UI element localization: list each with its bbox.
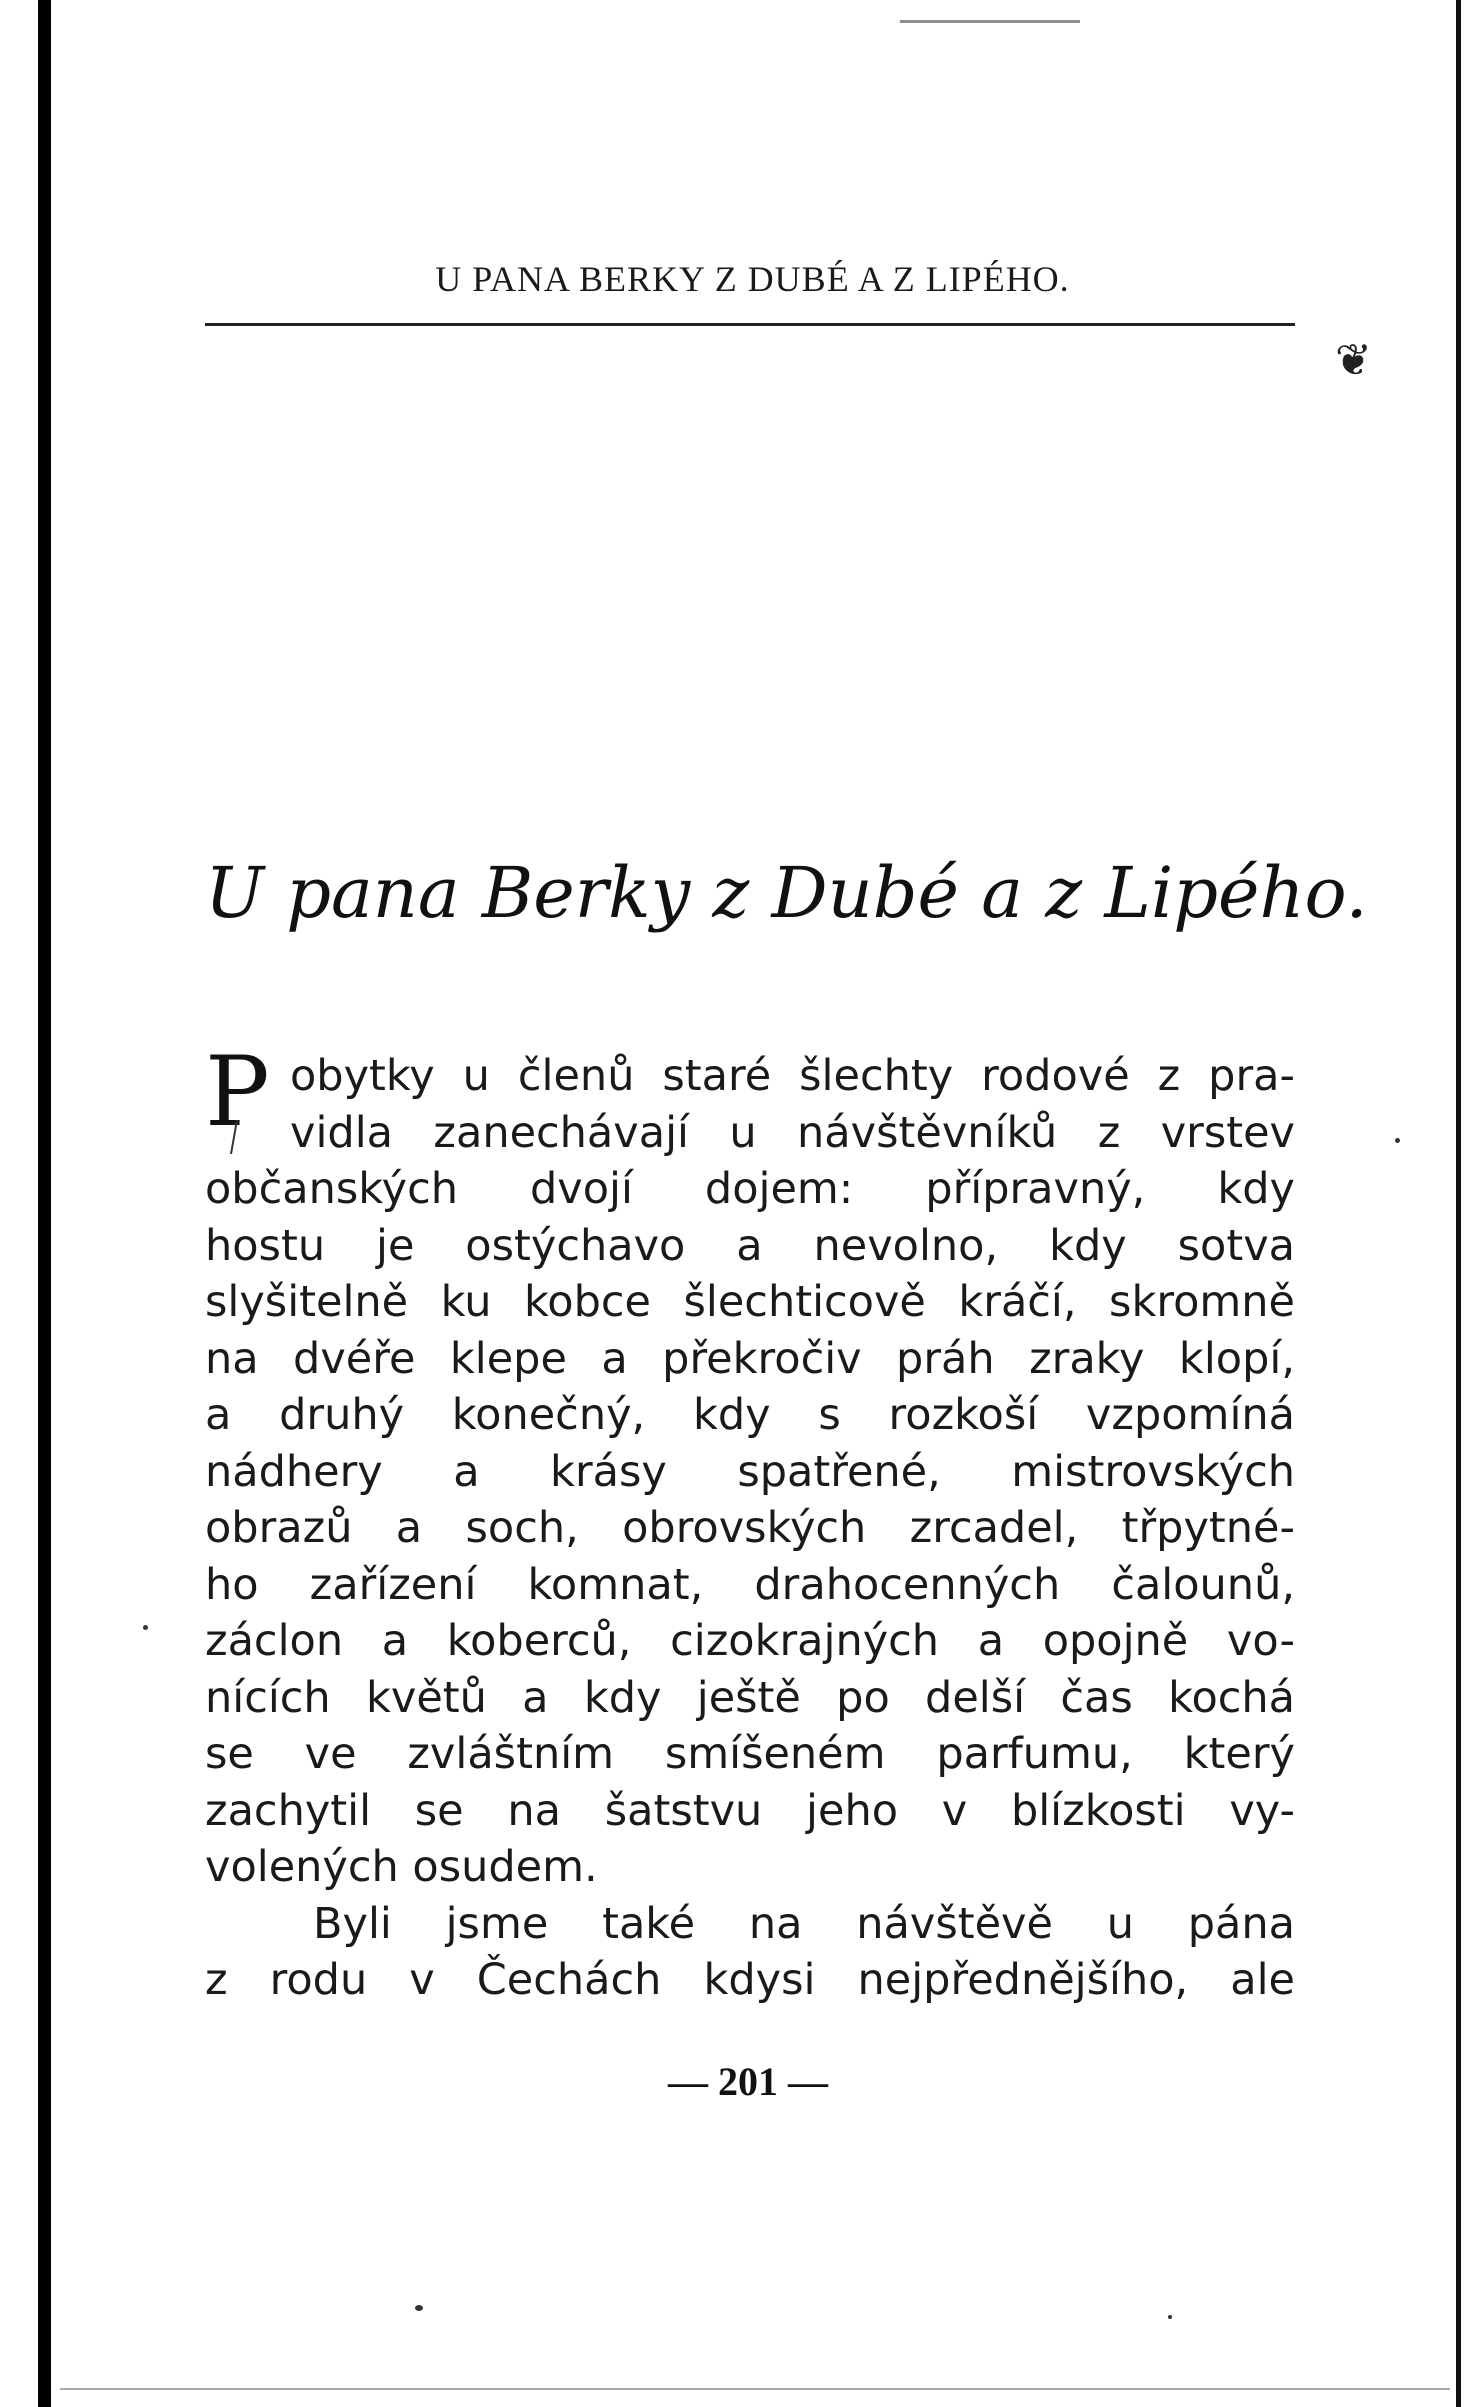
text-line: zachytil se na šatstvu jeho v blízkosti vy- [205, 1785, 1295, 1836]
drop-cap: P [205, 1042, 277, 1142]
running-header: U PANA BERKY Z DUBÉ A Z LIPÉHO. [435, 259, 1070, 299]
text-line: nících květů a kdy ještě po delší čas kochá [205, 1672, 1295, 1723]
text-line: Byli jsme také na návštěvě u pána [313, 1898, 1295, 1949]
text-line: a druhý konečný, kdy s rozkoší vzpomíná [205, 1390, 1295, 1440]
text-line: na dvéře klepe a překročiv práh zraky klopí, [205, 1333, 1295, 1384]
text-line: ho zařízení komnat, drahocenných čalounů, [205, 1559, 1295, 1610]
body-text [205, 1048, 1295, 2009]
text-line: občanských dvojí dojem: přípravný, kdy [205, 1164, 1295, 1214]
text-line: slyšitelně ku kobce šlechticově kráčí, skromně [205, 1277, 1295, 1327]
text-line: obytky u členů staré šlechty rodové z pra- [290, 1051, 1295, 1101]
text-line: hostu je ostýchavo a nevolno, kdy sotva [205, 1220, 1295, 1271]
text-line: se ve zvláštním smíšeném parfumu, který [205, 1729, 1295, 1779]
page-edge-right [1456, 0, 1461, 2407]
scan-speck [415, 2305, 423, 2311]
scan-speck [1168, 2315, 1172, 2319]
page-number: — 201 — [668, 2059, 828, 2104]
chapter-title: U pana Berky z Dubé a z Lipého. [205, 852, 1368, 934]
scan-artifact-top [900, 20, 1080, 23]
text-line: nádhery a krásy spatřené, mistrovských [205, 1446, 1295, 1497]
text-line: volených osudem. [205, 1842, 598, 1892]
scan-artifact-bottom [60, 2388, 1450, 2390]
text-line: vidla zanechávají u návštěvníků z vrstev [290, 1107, 1295, 1158]
text-line: záclon a koberců, cizokrajných a opojně vo- [205, 1616, 1295, 1666]
scan-speck [143, 1625, 148, 1630]
scan-speck [1395, 1138, 1400, 1143]
text-line: obrazů a soch, obrovských zrcadel, třpytné- [205, 1503, 1295, 1553]
page-spine-shadow [38, 0, 51, 2407]
flourish-ornament-icon: ❦ [1335, 335, 1372, 386]
header-rule [205, 323, 1295, 326]
text-line: z rodu v Čechách kdysi nejpřednějšího, ale [205, 1955, 1295, 2005]
